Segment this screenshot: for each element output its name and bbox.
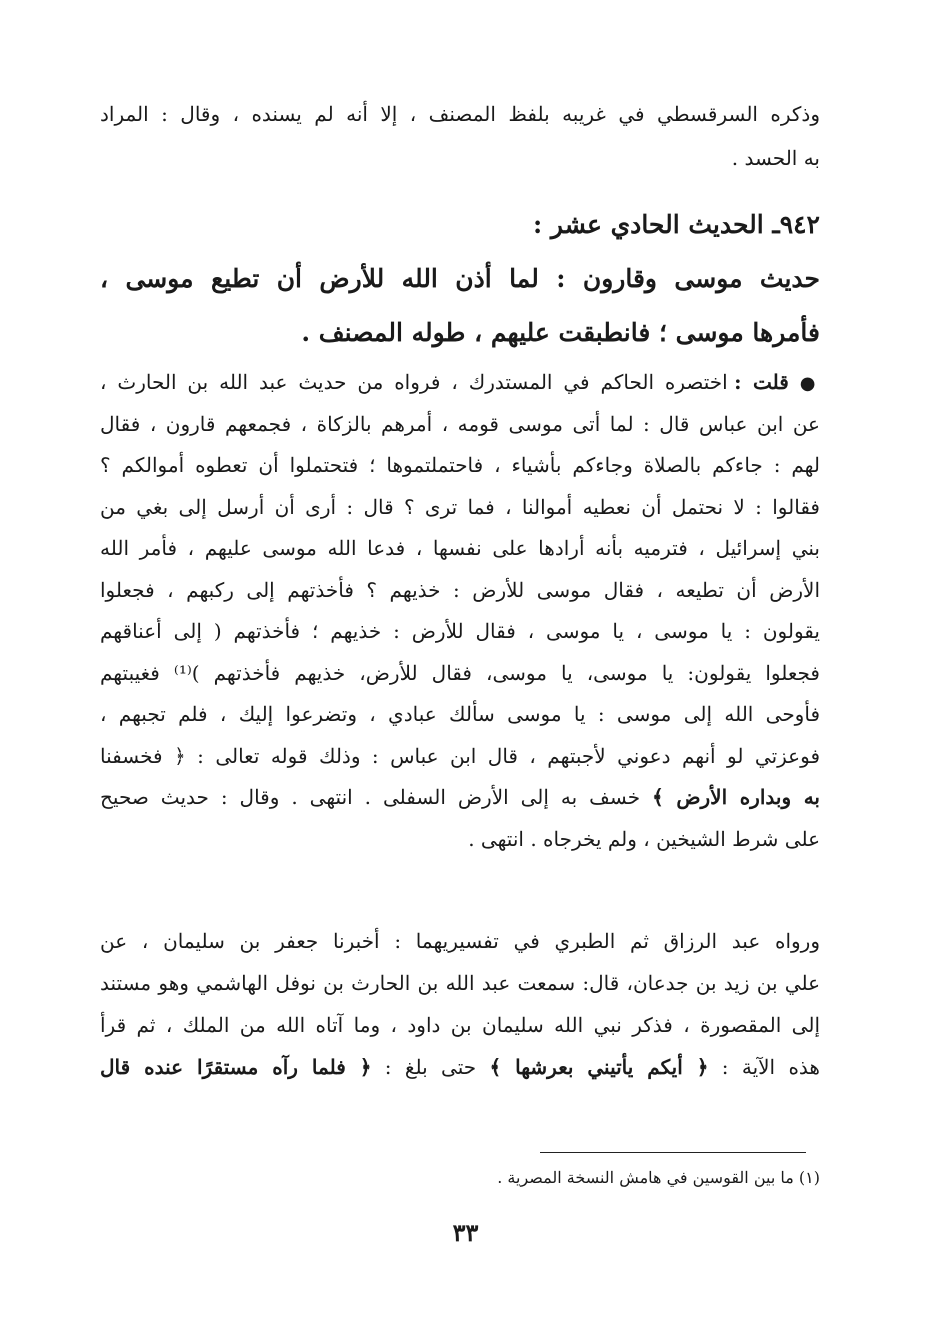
text-line: فجعلوا يقولون: يا موسى، يا موسى، فقال للأرض، خذيهم فأخذتهم )⁽¹⁾ فغيبتهم — [100, 660, 820, 685]
page-number: ٣٣ — [452, 1218, 479, 1247]
text-line — [100, 362, 820, 404]
hadith-heading — [100, 198, 820, 360]
text-line: فوعزتي لو أنهم دعوني لأجبتهم ، قال ابن عباس : وذلك قوله تعالى : ﴿ فخسفنا — [100, 743, 820, 768]
hadith-title-line: حديث موسى وقارون : لما أذن الله للأرض أن تطيع موسى ، — [100, 264, 820, 293]
bullet-icon: ● — [799, 373, 820, 394]
text-line: ورواه عبد الرزاق ثم الطبري في تفسيريهما : أخبرنا جعفر بن سليمان ، عن — [100, 929, 820, 953]
text-line: الأرض أن تطيعه ، فقال موسى للأرض : خذيهم ؟ فأخذتهم إلى ركبهم ، فجعلوا — [100, 577, 820, 602]
quran-quote: ﴿ أيكم يأتيني بعرشها ﴾ — [489, 1055, 709, 1079]
text-line: علي بن زيد بن جدعان، قال: سمعت عبد الله بن الحارث بن نوفل الهاشمي وهو مستند — [100, 971, 820, 995]
text-line: إلى المقصورة ، فذكر نبي الله سليمان بن داود ، وما آتاه الله من الملك ، ثم قرأ — [100, 1013, 820, 1037]
text-line: به الحسد . — [731, 146, 820, 170]
footnote-text: (١) ما بين القوسين في هامش النسخة المصرية . — [497, 1168, 820, 1187]
text-line: فأوحى الله إلى موسى : يا موسى سألك عبادي ، وتضرعوا إليك ، فلم تجبهم ، — [100, 702, 820, 726]
text-line — [100, 777, 820, 819]
intro-paragraph — [100, 92, 820, 180]
footnote — [100, 1162, 820, 1194]
hadith-title-line: فأمرها موسى ؛ فانطبقت عليهم ، طوله المصنف . — [301, 318, 820, 347]
text-run: اختصره الحاكم في المستدرك ، فرواه من حديث عبد الله بن الحارث ، — [100, 370, 735, 394]
text-line: يقولون : يا موسى ، يا موسى ، فقال للأرض : خذيهم ؛ فأخذتهم ( إلى أعناقهم — [100, 619, 820, 643]
narration-paragraph — [100, 920, 820, 1088]
hadith-number-title: ٩٤٢ـ الحديث الحادي عشر : — [532, 210, 820, 239]
commentary-paragraph — [100, 362, 820, 860]
text-line — [100, 1046, 820, 1088]
text-run: حتى بلغ : — [371, 1055, 490, 1079]
quran-quote: به وبداره الأرض ﴾ — [652, 785, 820, 809]
footnote-divider — [540, 1152, 806, 1153]
text-run: خسف به إلى الأرض السفلى . انتهى . وقال : حديث صحيح — [100, 785, 653, 809]
text-line: على شرط الشيخين ، ولم يخرجاه . انتهى . — [468, 826, 820, 851]
quran-quote: ﴿ فلما رآه مستقرًا عنده قال — [100, 1055, 372, 1079]
text-line: بني إسرائيل ، فترميه بأنه أرادها على نفسها ، فدعا الله موسى عليهم ، فأمر الله — [100, 536, 820, 560]
text-run: هذه الآية : — [708, 1055, 820, 1079]
text-line: لهم : جاءكم بالصلاة وجاءكم بأشياء ، فاحتملتموها ؛ فتحتملوا أن تعطوه أموالكم ؟ — [100, 453, 820, 477]
text-line: وذكره السرقسطي في غريبه بلفظ المصنف ، إلا أنه لم يسنده ، وقال : المراد — [100, 102, 820, 126]
text-line: عن ابن عباس قال : لما أتى موسى قومه ، أمرهم بالزكاة ، فجمعهم قارون ، فقال — [100, 411, 820, 436]
text-line: فقالوا : لا نحتمل أن نعطيه أموالنا ، فما ترى ؟ قال : أرى أن أرسل إلى بغي من — [100, 494, 820, 519]
qult-label: قلت : — [734, 370, 789, 394]
